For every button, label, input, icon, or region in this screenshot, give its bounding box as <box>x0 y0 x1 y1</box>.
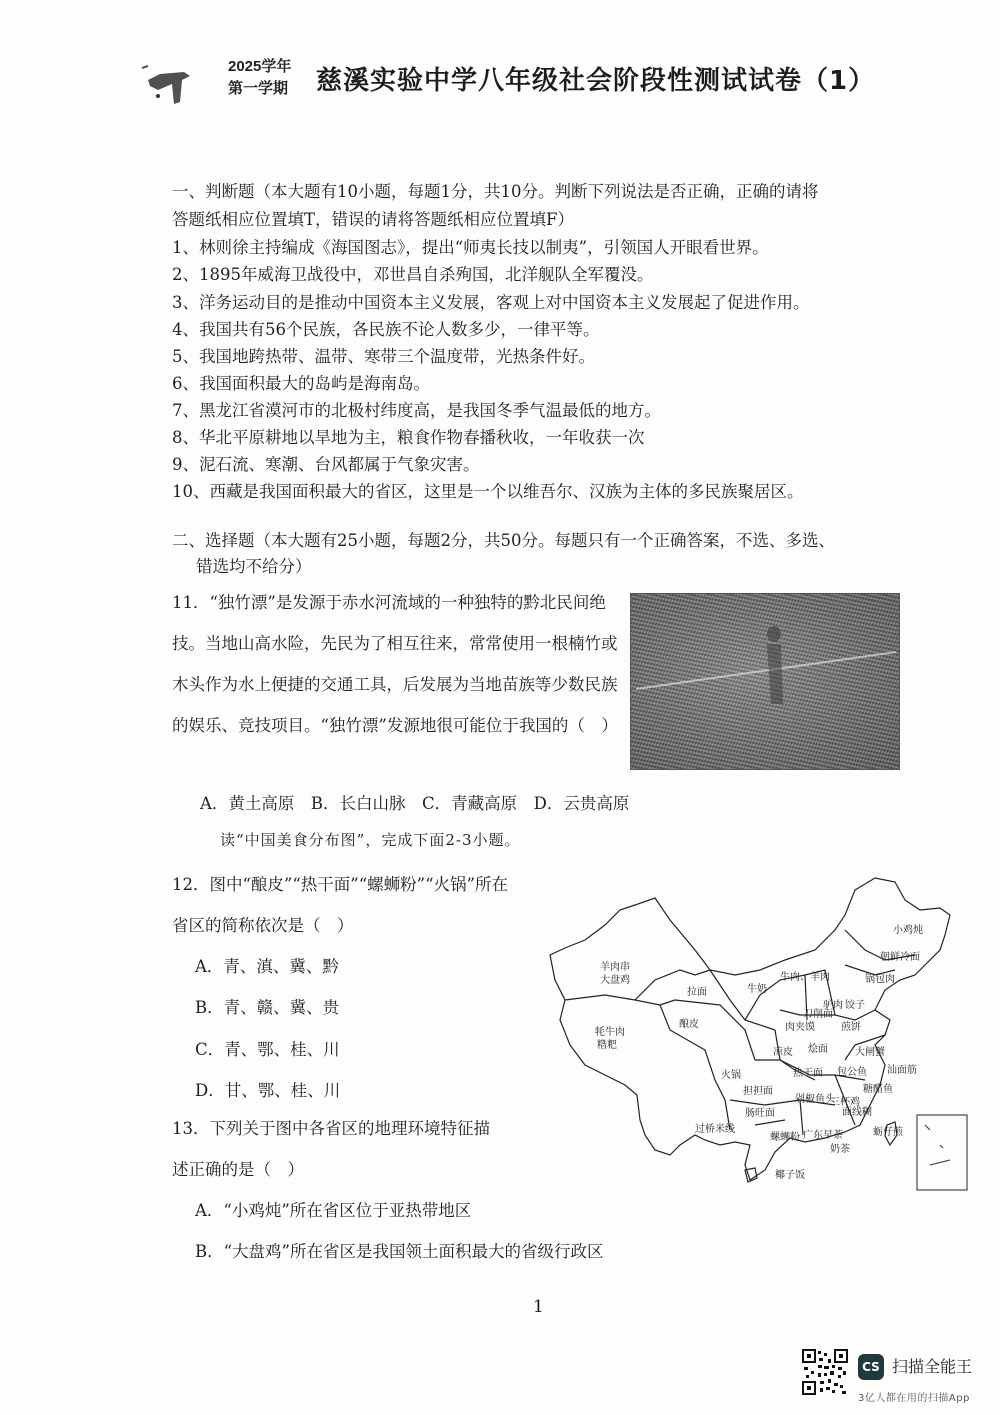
map-label: 牦牛肉 <box>595 1027 625 1038</box>
rafting-figure-icon <box>631 594 899 769</box>
map-label: 过桥米线 <box>695 1124 735 1135</box>
map-label: 饺子 <box>845 1000 865 1011</box>
map-label: 火锅 <box>721 1070 741 1081</box>
judgement-item: 6、我国面积最大的岛屿是海南岛。 <box>172 374 430 393</box>
section2-heading-line1: 二、选择题（本大题有25小题，每题2分，共50分。每题只有一个正确答案，不选、多选、 <box>172 531 835 550</box>
judgement-item: 4、我国共有56个民族，各民族不论人数多少，一律平等。 <box>172 320 600 339</box>
judgement-item: 7、黑龙江省漠河市的北极村纬度高，是我国冬季气温最低的地方。 <box>172 401 661 420</box>
map-label: 小鸡炖 <box>893 925 923 936</box>
map-label: 蛎仔煎 <box>873 1127 903 1138</box>
south-china-sea-inset <box>917 1115 967 1190</box>
question-12-stem-line2: 省区的简称依次是（ ） <box>172 916 354 935</box>
map-label: 螺蛳粉 <box>770 1132 800 1143</box>
section2-heading-line2: 错选均不给分） <box>196 557 312 576</box>
question-13-option: B．“大盘鸡”所在省区是我国领土面积最大的省级行政区 <box>195 1242 604 1261</box>
map-label: 三杯鸡 <box>830 1097 860 1108</box>
map-label: 热干面 <box>793 1068 823 1079</box>
map-label: 牛奶 <box>747 984 767 995</box>
map-label: 牛肉、羊肉 <box>780 972 830 983</box>
map-label: 奶茶 <box>830 1144 850 1155</box>
scanner-app-name: 扫描全能王 <box>892 1357 973 1376</box>
judgement-item: 3、洋务运动目的是推动中国资本主义发展，客观上对中国资本主义发展起了促进作用。 <box>172 293 810 312</box>
map-label: 担担面 <box>743 1086 773 1097</box>
term-label <box>228 56 291 100</box>
page-number: 1 <box>533 1297 544 1317</box>
map-label: 刀削面 <box>803 1009 833 1020</box>
map-label: 朝鲜冷面 <box>880 952 920 963</box>
term-semester: 第一学期 <box>228 80 289 97</box>
map-label: 大闸蟹 <box>855 1047 885 1058</box>
section1-heading-line2: 答题纸相应位置填T，错误的请将答题纸相应位置填F） <box>172 210 574 229</box>
question-12-option: D．甘、鄂、桂、川 <box>195 1081 341 1100</box>
question-12-option: C．青、鄂、桂、川 <box>195 1040 340 1059</box>
judgement-item: 8、华北平原耕地以旱地为主，粮食作物春播秋收，一年收获一次 <box>172 428 645 447</box>
judgement-item: 5、我国地跨热带、温带、寒带三个温度带，光热条件好。 <box>172 347 595 366</box>
question-12-option: B．青、赣、冀、贵 <box>195 998 340 1017</box>
judgement-item: 10、西藏是我国面积最大的省区，这里是一个以维吾尔、汉族为主体的多民族聚居区。 <box>172 482 804 501</box>
camscanner-logo-icon: CS <box>858 1354 884 1380</box>
map-label: 锅包肉 <box>865 974 895 985</box>
map-label: 广东早茶 <box>803 1130 843 1141</box>
question-13-stem-line2: 述正确的是（ ） <box>172 1160 304 1179</box>
map-label: 大盘鸡 <box>600 975 630 986</box>
qr-code-icon <box>802 1349 848 1395</box>
map-label: 肠旺面 <box>745 1108 775 1119</box>
map-label: 拉面 <box>687 987 707 998</box>
question-13-option: A．“小鸡炖”所在省区位于亚热带地区 <box>195 1201 472 1220</box>
map-label: 凉皮 <box>773 1047 793 1058</box>
question-12-option: A．青、滇、冀、黔 <box>195 957 339 976</box>
china-food-map <box>545 870 970 1195</box>
page-title: 慈溪实验中学八年级社会阶段性测试试卷（1） <box>316 66 876 96</box>
map-label: 驴肉 <box>823 1000 843 1011</box>
question-12-stem-line1: 12．图中“酿皮”“热干面”“螺蛳粉”“火锅”所在 <box>172 875 508 894</box>
dugout-bamboo-rafting-photo <box>630 593 900 770</box>
section1-heading-line1: 一、判断题（本大题有10小题，每题1分，共10分。判断下列说法是否正确，正确的请将 <box>172 182 819 201</box>
question-13-stem-line1: 13．下列关于图中各省区的地理环境特征描 <box>172 1119 490 1138</box>
map-label: 羊肉串 <box>600 962 630 973</box>
judgement-item: 9、泥石流、寒潮、台风都属于气象灾害。 <box>172 455 480 474</box>
term-year: 2025学年 <box>228 58 292 75</box>
map-label: 汕面筋 <box>887 1065 917 1076</box>
question-11-stem: 11．“独竹漂”是发源于赤水河流域的一种独特的黔北民间绝技。当地山高水险，先民为了相互往来，常常使用一根楠竹或木头作为水上便捷的交通工具，后发展为当地苗族等少数民族的娱乐、竞技项目。“独竹漂”发源地很可能位于我国的（ ） <box>172 593 618 735</box>
map-label: 烩面 <box>808 1044 828 1055</box>
map-label: 酿皮 <box>679 1019 699 1030</box>
map-label: 糖醋鱼 <box>863 1084 893 1095</box>
map-label: 椰子饭 <box>775 1170 805 1181</box>
school-logo-icon <box>140 62 200 107</box>
map-label: 包公鱼 <box>837 1067 867 1078</box>
map-label: 煎饼 <box>841 1022 861 1033</box>
question-11-options: A．黄土高原 B．长白山脉 C．青藏高原 D．云贵高原 <box>200 794 630 813</box>
map-label: 面线糊 <box>842 1107 872 1118</box>
map-label: 剁椒鱼头 <box>795 1094 835 1105</box>
map-intro: 读“中国美食分布图”，完成下面2-3小题。 <box>220 831 521 849</box>
judgement-item: 1、林则徐主持编成《海国图志》，提出“师夷长技以制夷”，引领国人开眼看世界。 <box>172 238 769 257</box>
judgement-item: 2、1895年威海卫战役中，邓世昌自杀殉国，北洋舰队全军覆没。 <box>172 265 654 284</box>
scanner-app-tagline: 3亿人都在用的扫描App <box>858 1393 970 1404</box>
map-label: 肉夹馍 <box>785 1022 815 1033</box>
map-label: 糌粑 <box>597 1040 617 1051</box>
